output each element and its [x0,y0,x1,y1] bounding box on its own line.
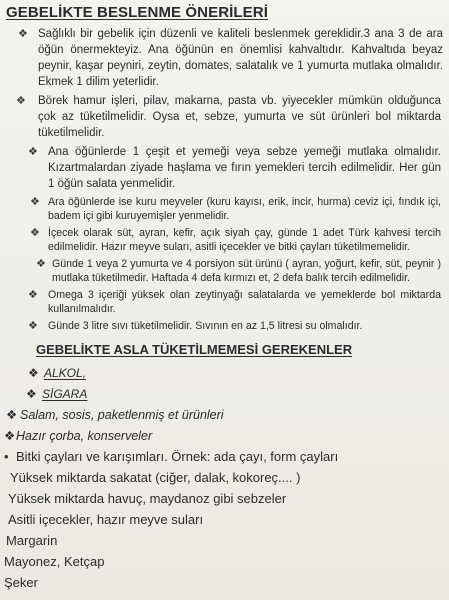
diamond-bullet-icon: ❖ [28,366,39,380]
recommendation-item [30,195,441,223]
never-item [4,427,152,445]
diamond-bullet-icon: ❖ [28,146,38,158]
never-item [28,364,86,382]
recommendation-item [28,144,441,192]
diamond-bullet-icon: ❖ [28,289,38,301]
recommendation-item [28,288,441,316]
never-item-text: Hazır çorba, konserveler [16,429,153,443]
diamond-bullet-icon: ❖ [30,196,40,208]
diamond-bullet-icon: ❖ [16,95,26,107]
diamond-bullet-icon: ❖ [6,408,18,422]
recommendation-item [28,319,441,333]
recommendation-text: Günde 1 veya 2 yumurta ve 4 porsiyon süt ürünü ( ayran, yoğurt, kefir, süt, peynir ) mutlaka tüketilmedir. Haftada 4 defa kırmızı et, 2 defa balık tercih edilmelidir. [52,258,441,284]
dot-bullet-icon: • [4,449,9,464]
never-item-text: Asitli içecekler, hazır meyve suları [8,512,204,527]
never-item [26,385,87,403]
never-item-text: SİGARA [42,387,88,401]
recommendation-text: Ana öğünlerde 1 çeşit et yemeği veya sebze yemeği mutlaka olmalıdır. Kızartmalardan ziyade haşlama ve fırın yemekleri tercih edilmelidir. Her gün 1 öğün salata yenmelidir. [48,146,441,190]
never-item-text: Margarin [6,533,58,548]
never-item [8,490,286,508]
never-item-text: Bitki çayları ve karışımları. Örnek: ada çayı, form çayları [16,449,339,464]
never-item [4,553,104,571]
never-item [4,574,38,592]
recommendation-item [30,226,441,254]
recommendation-item [18,26,443,90]
recommendation-item [36,257,441,285]
diamond-bullet-icon: ❖ [26,387,37,401]
never-item-text: Salam, sosis, paketlenmiş et ürünleri [20,408,224,422]
never-item-text: Yüksek miktarda sakatat (ciğer, dalak, kokoreç.... ) [10,470,301,485]
diamond-bullet-icon: ❖ [18,28,28,40]
never-item [6,532,57,550]
recommendation-item [16,93,441,141]
never-item [10,469,300,487]
never-item [8,511,203,529]
section-heading-never: GEBELİKTE ASLA TÜKETİLMEMESİ GEREKENLER [36,342,353,357]
never-item-text: Yüksek miktarda havuç, maydanoz gibi sebzeler [8,491,287,506]
diamond-bullet-icon: ❖ [36,258,46,270]
recommendation-text: Günde 3 litre sıvı tüketilmelidir. Sıvının en az 1,5 litresi su olmalıdır. [48,320,363,332]
diamond-bullet-icon: ❖ [30,227,40,239]
page-title: GEBELİKTE BESLENME ÖNERİLERİ [6,4,268,21]
diamond-bullet-icon: ❖ [4,429,16,443]
diamond-bullet-icon: ❖ [28,320,38,332]
never-item [6,406,224,424]
recommendation-text: İçecek olarak süt, ayran, kefir, açık siyah çay, günde 1 adet Türk kahvesi tercih edilmelidir. Hazır meyve suları, asitli içecekler ve bitki çayları tüketilmemelidir. [48,227,441,253]
never-item [4,448,338,466]
recommendation-text: Ara öğünlerde ise kuru meyveler (kuru kayısı, erik, incir, hurma) ceviz içi, fındık içi, badem içi gibi kuruyemişler yenmelidir. [48,196,441,222]
recommendation-text: Omega 3 içeriği yüksek olan zeytinyağı salatalarda ve yemeklerde bol miktarda kullanılmalıdır. [48,289,441,315]
never-item-text: Şeker [4,575,38,590]
never-item-text: ALKOL, [44,366,87,380]
recommendation-text: Sağlıklı bir gebelik için düzenli ve kaliteli beslenmek gereklidir.3 ana 3 de ara öğün önermekteyiz. Ana öğünün en önemlisi kahvaltıdır. Kahvaltıda beyaz peynir, kaşar peyniri, zeytin, domates, salatalık ve 1 yumurta mutlaka olmalıdır. Ekmek 1 dilim yeterlidir. [38,28,443,88]
recommendation-text: Börek hamur işleri, pilav, makarna, pasta vb. yiyecekler mümkün olduğunca çok az tüketilmelidir. Oysa et, sebze, yumurta ve süt ürünleri bol miktarda tüketilmelidir. [38,95,441,139]
never-item-text: Mayonez, Ketçap [4,554,105,569]
